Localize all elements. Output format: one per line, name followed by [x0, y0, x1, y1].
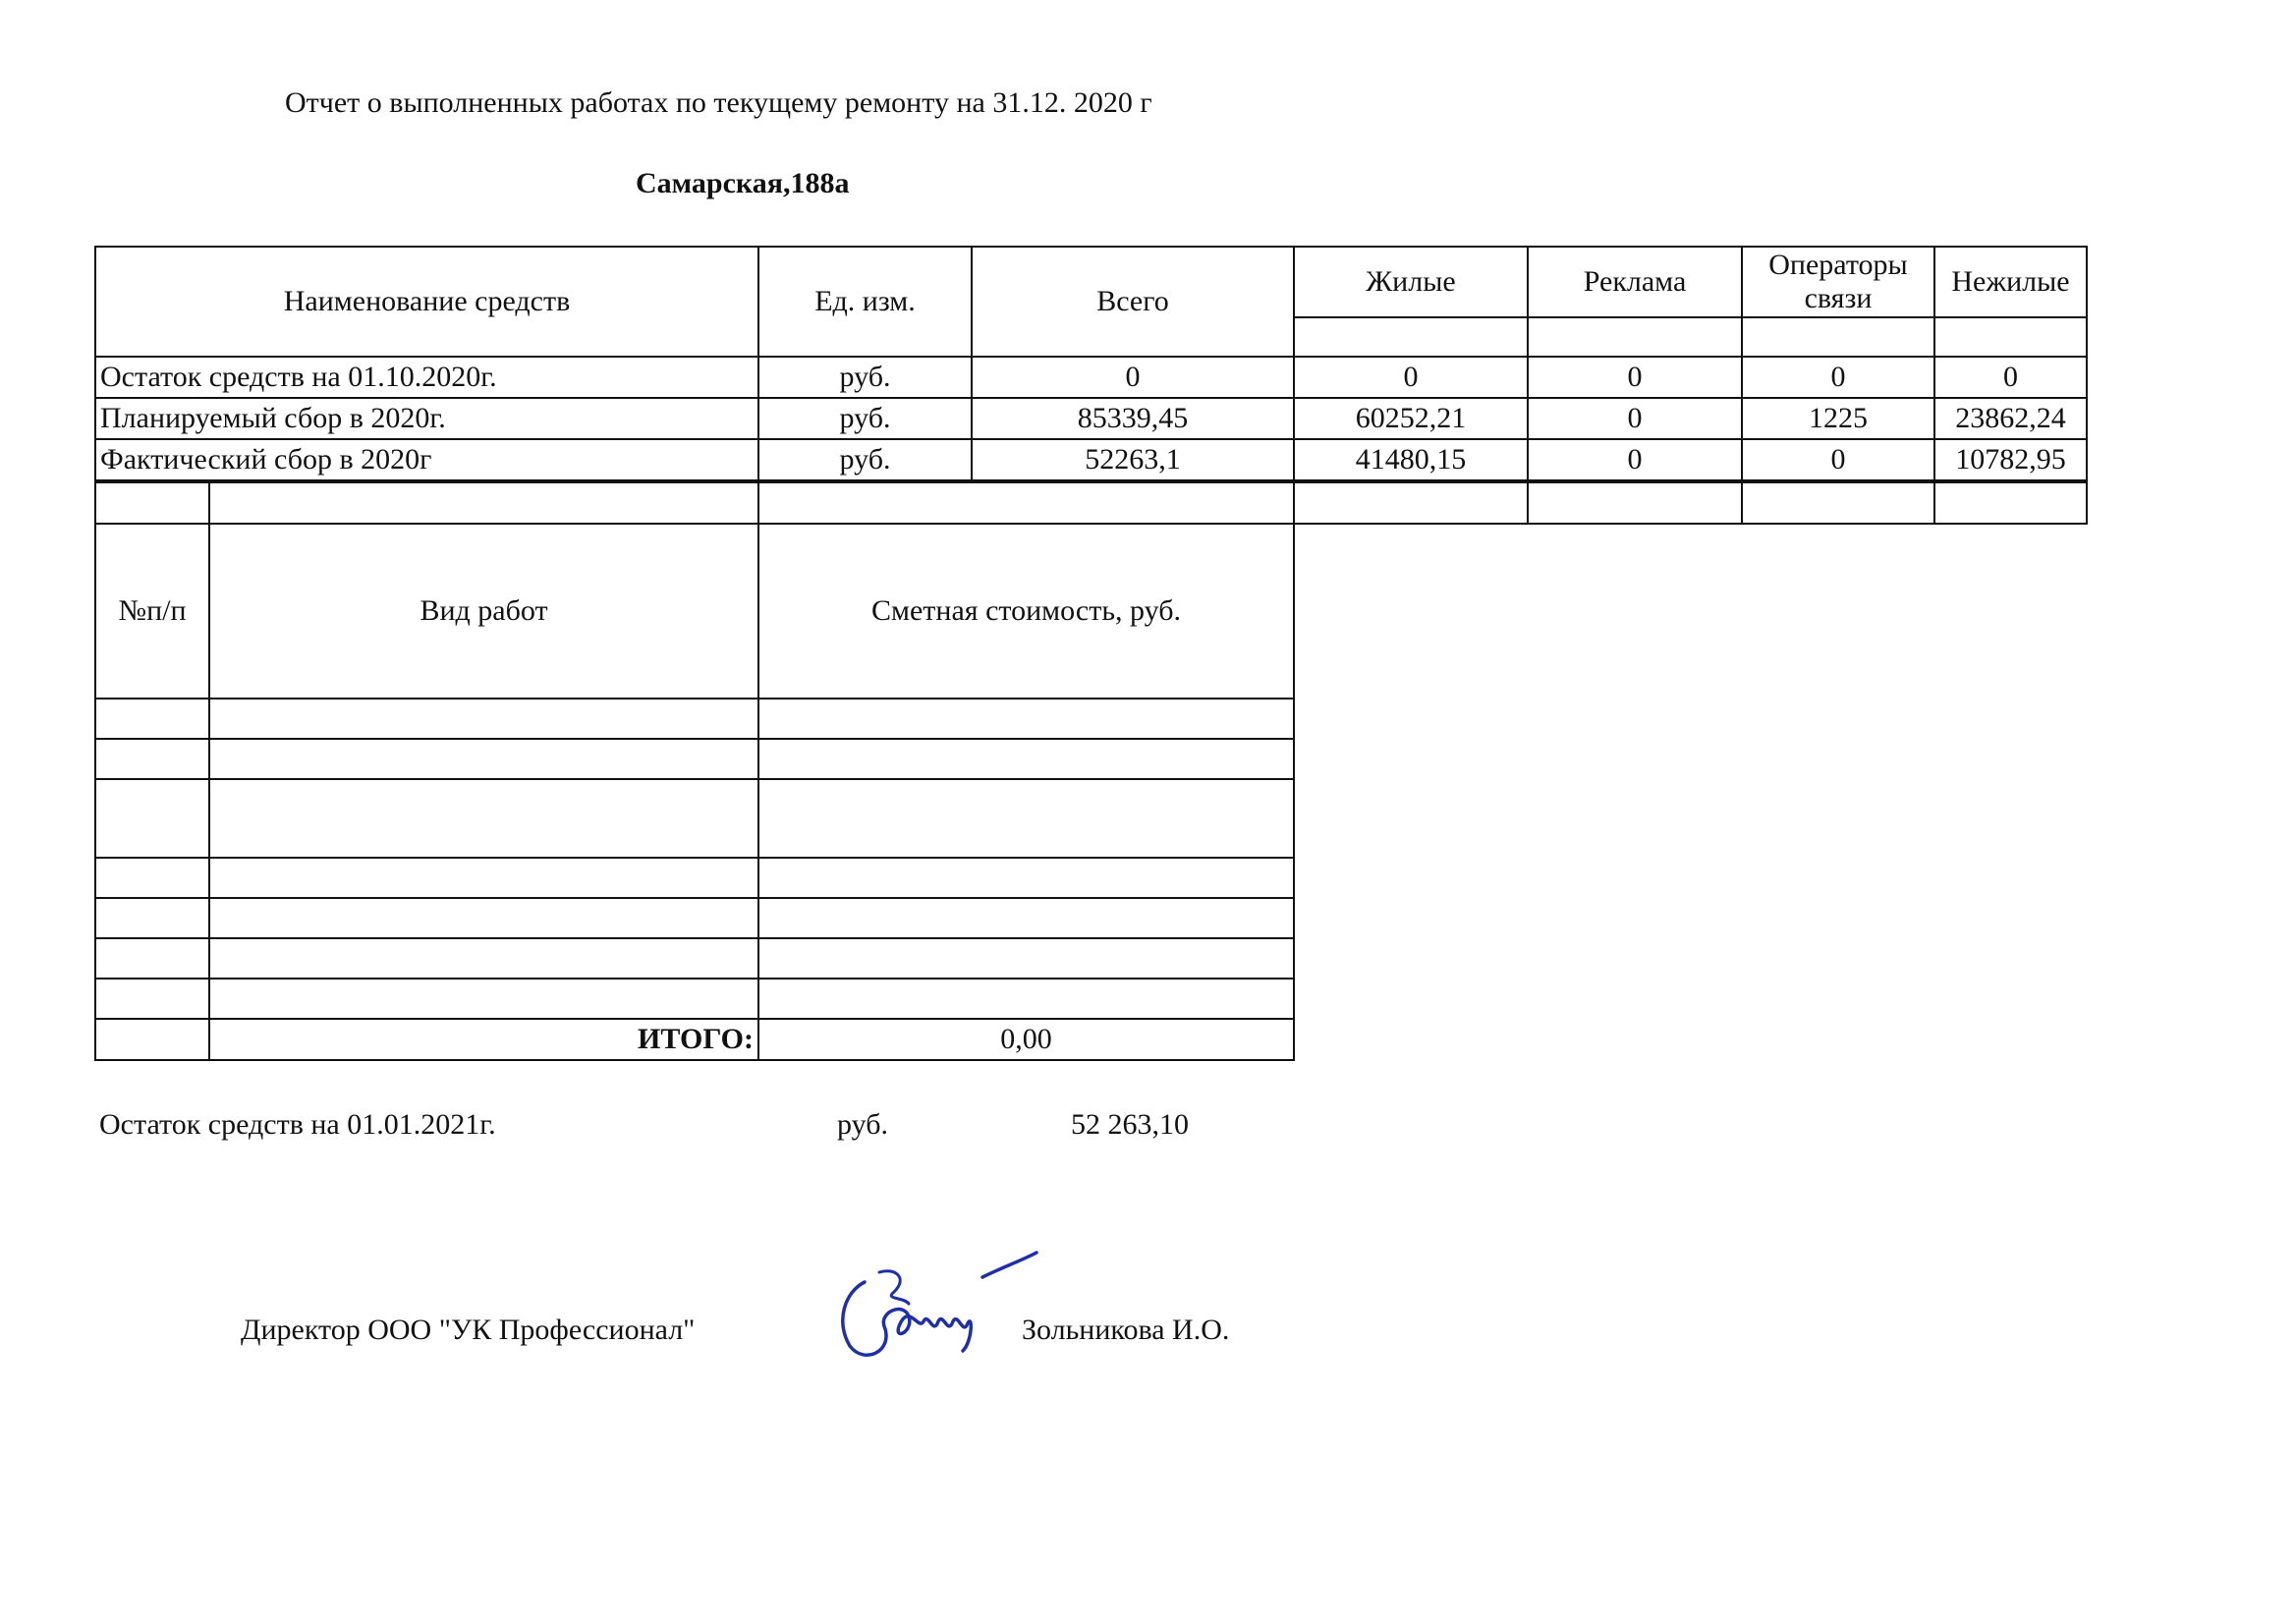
fund-name: Планируемый сбор в 2020г. — [95, 398, 758, 439]
header-blank-cell — [1528, 317, 1742, 357]
signature-stroke — [879, 1271, 909, 1304]
header-blank-cell — [1742, 317, 1934, 357]
blank-cell — [209, 482, 758, 524]
header-unit: Ед. изм. — [758, 247, 972, 357]
total-row — [95, 1019, 2087, 1060]
table-row — [95, 938, 2087, 979]
closing-balance-label: Остаток средств на 01.01.2021г. — [99, 1108, 496, 1141]
table-row — [95, 699, 2087, 739]
table-row — [95, 357, 2087, 398]
table-row — [95, 398, 2087, 439]
fund-nonresidential: 0 — [1934, 357, 2087, 398]
fund-operators: 1225 — [1742, 398, 1934, 439]
fund-advertising: 0 — [1528, 398, 1742, 439]
header-blank-cell — [1934, 317, 2087, 357]
fund-operators: 0 — [1742, 357, 1934, 398]
fund-operators: 0 — [1742, 439, 1934, 480]
header-nonresidential: Нежилые — [1934, 247, 2087, 317]
table-row — [95, 739, 2087, 779]
works-table — [94, 481, 2088, 1061]
total-value: 0,00 — [758, 1019, 1294, 1060]
fund-total: 0 — [972, 357, 1294, 398]
fund-total: 52263,1 — [972, 439, 1294, 480]
header-operators — [1742, 247, 1934, 317]
fund-residential: 60252,21 — [1294, 398, 1528, 439]
fund-unit: руб. — [758, 439, 972, 480]
header-number: №п/п — [95, 524, 209, 699]
header-blank-cell — [1294, 317, 1528, 357]
blank-cell — [1528, 482, 1742, 524]
fund-nonresidential: 10782,95 — [1934, 439, 2087, 480]
report-title: Отчет о выполненных работах по текущему ремонту на 31.12. 2020 г — [285, 86, 1152, 119]
header-operators-line1: Операторы — [1768, 248, 1908, 281]
header-residential: Жилые — [1294, 247, 1528, 317]
director-name: Зольникова И.О. — [1022, 1314, 1230, 1346]
fund-advertising: 0 — [1528, 439, 1742, 480]
fund-name: Фактический сбор в 2020г — [95, 439, 758, 480]
table-row — [95, 858, 2087, 898]
table-row — [95, 439, 2087, 480]
fund-residential: 41480,15 — [1294, 439, 1528, 480]
closing-balance-value: 52 263,10 — [1071, 1108, 1189, 1141]
header-total: Всего — [972, 247, 1294, 357]
header-operators-line2: связи — [1804, 282, 1873, 314]
blank-cell — [95, 1019, 209, 1060]
fund-unit: руб. — [758, 398, 972, 439]
blank-cell — [758, 482, 1294, 524]
header-estimated-cost: Сметная стоимость, руб. — [758, 524, 1294, 699]
blank-cell — [1934, 482, 2087, 524]
fund-total: 85339,45 — [972, 398, 1294, 439]
fund-nonresidential: 23862,24 — [1934, 398, 2087, 439]
header-fund-name: Наименование средств — [95, 247, 758, 357]
table-row — [95, 779, 2087, 858]
funds-table — [94, 246, 2088, 481]
fund-name: Остаток средств на 01.10.2020г. — [95, 357, 758, 398]
table-row — [95, 979, 2087, 1019]
fund-unit: руб. — [758, 357, 972, 398]
closing-balance-unit: руб. — [837, 1108, 888, 1141]
header-work-type: Вид работ — [209, 524, 758, 699]
fund-advertising: 0 — [1528, 357, 1742, 398]
director-position: Директор ООО "УК Профессионал" — [241, 1314, 696, 1346]
signature-stroke — [843, 1282, 972, 1355]
fund-residential: 0 — [1294, 357, 1528, 398]
total-label: ИТОГО: — [209, 1019, 758, 1060]
table-row — [95, 898, 2087, 938]
blank-cell — [95, 482, 209, 524]
table-row — [95, 482, 2087, 524]
signature-image — [825, 1243, 1041, 1371]
blank-cell — [1742, 482, 1934, 524]
building-address: Самарская,188а — [636, 167, 850, 199]
signature-stroke — [982, 1253, 1036, 1277]
header-advertising: Реклама — [1528, 247, 1742, 317]
blank-cell — [1294, 482, 1528, 524]
